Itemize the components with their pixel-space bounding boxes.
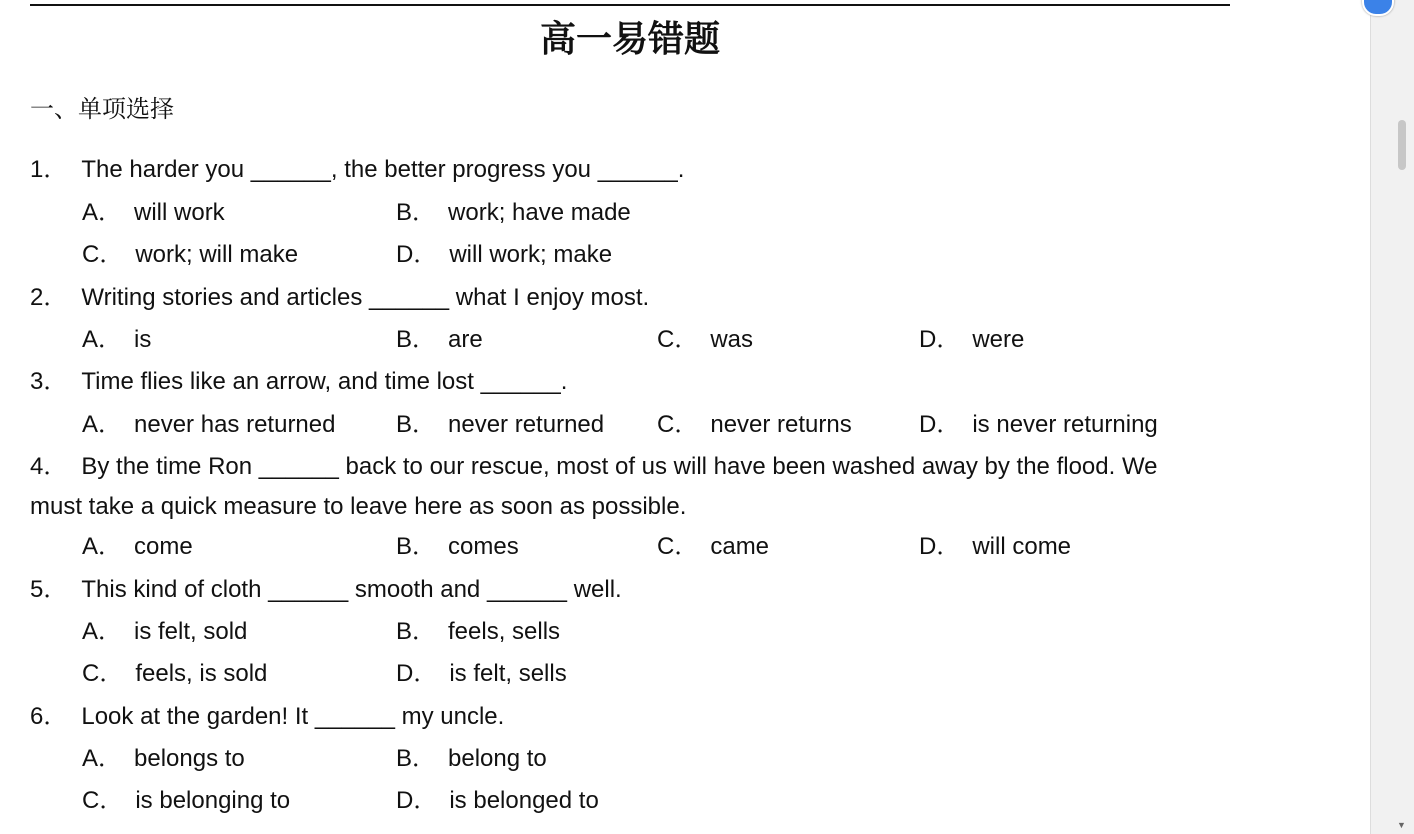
question-text: Writing stories and articles ______ what I enjoy most. xyxy=(81,284,650,311)
option-text: comes xyxy=(448,533,519,560)
option-b[interactable] xyxy=(396,323,483,357)
option-b[interactable] xyxy=(396,615,560,649)
option-letter: B． xyxy=(396,533,437,560)
option-b[interactable] xyxy=(396,742,547,776)
scrollbar-thumb[interactable] xyxy=(1398,120,1406,170)
option-text: work; have made xyxy=(448,199,631,226)
question-4 xyxy=(30,450,1158,484)
option-text: was xyxy=(710,326,754,353)
option-letter: A． xyxy=(82,618,123,645)
option-text: came xyxy=(710,533,770,560)
option-a[interactable] xyxy=(82,530,193,564)
question-text: The harder you ______, the better progress you ______. xyxy=(81,156,685,183)
option-text: feels, sells xyxy=(448,618,561,645)
question-number: 5． xyxy=(30,576,68,603)
header-rule xyxy=(30,4,1230,6)
option-d[interactable] xyxy=(919,323,1024,357)
option-text: will work; make xyxy=(449,241,613,268)
option-text: work; will make xyxy=(135,241,299,268)
question-number: 4． xyxy=(30,453,68,480)
option-letter: C． xyxy=(82,241,124,268)
question-2 xyxy=(30,281,649,315)
option-text: feels, is sold xyxy=(135,660,268,687)
option-letter: B． xyxy=(396,326,437,353)
option-a[interactable] xyxy=(82,196,225,230)
option-d[interactable] xyxy=(396,784,599,818)
option-letter: A． xyxy=(82,411,123,438)
question-text: Look at the garden! It ______ my uncle. xyxy=(81,703,505,730)
question-3 xyxy=(30,365,567,399)
question-number: 1． xyxy=(30,156,68,183)
option-letter: C． xyxy=(657,533,699,560)
section-heading: 一、单项选择 xyxy=(30,95,174,123)
option-letter: B． xyxy=(396,411,437,438)
option-letter: C． xyxy=(82,660,124,687)
option-text: never returns xyxy=(710,411,852,438)
option-d[interactable] xyxy=(396,657,567,691)
option-letter: C． xyxy=(657,411,699,438)
option-c[interactable] xyxy=(657,323,753,357)
option-text: never returned xyxy=(448,411,605,438)
option-letter: D． xyxy=(919,326,961,353)
question-text: Time flies like an arrow, and time lost ______. xyxy=(81,368,568,395)
option-c[interactable] xyxy=(82,657,267,691)
option-c[interactable] xyxy=(657,530,769,564)
option-text: are xyxy=(448,326,483,353)
option-text: were xyxy=(972,326,1025,353)
option-letter: C． xyxy=(657,326,699,353)
option-letter: D． xyxy=(396,787,438,814)
question-4-continued: must take a quick measure to leave here as soon as possible. xyxy=(30,493,687,520)
option-letter: B． xyxy=(396,199,437,226)
option-text: belong to xyxy=(448,745,547,772)
option-letter: A． xyxy=(82,326,123,353)
question-number: 2． xyxy=(30,284,68,311)
option-c[interactable] xyxy=(82,238,298,272)
option-text: is felt, sells xyxy=(449,660,567,687)
option-a[interactable] xyxy=(82,408,335,442)
option-d[interactable] xyxy=(919,408,1158,442)
option-a[interactable] xyxy=(82,615,247,649)
question-text: This kind of cloth ______ smooth and ______ well. xyxy=(81,576,622,603)
question-1 xyxy=(30,153,684,187)
option-letter: D． xyxy=(919,411,961,438)
option-letter: D． xyxy=(396,241,438,268)
option-text: will work xyxy=(134,199,225,226)
option-text: is xyxy=(134,326,152,353)
option-text: is felt, sold xyxy=(134,618,248,645)
question-number: 3． xyxy=(30,368,68,395)
option-letter: C． xyxy=(82,787,124,814)
option-d[interactable] xyxy=(919,530,1071,564)
option-b[interactable] xyxy=(396,196,631,230)
option-text: is belonged to xyxy=(449,787,599,814)
option-b[interactable] xyxy=(396,530,519,564)
option-letter: A． xyxy=(82,745,123,772)
vertical-scrollbar[interactable] xyxy=(1370,0,1414,834)
option-text: belongs to xyxy=(134,745,245,772)
option-text: is never returning xyxy=(972,411,1158,438)
option-c[interactable] xyxy=(82,784,290,818)
question-number: 6． xyxy=(30,703,68,730)
option-letter: B． xyxy=(396,745,437,772)
option-letter: D． xyxy=(919,533,961,560)
option-letter: A． xyxy=(82,199,123,226)
option-letter: A． xyxy=(82,533,123,560)
option-text: will come xyxy=(972,533,1072,560)
option-letter: D． xyxy=(396,660,438,687)
option-text: is belonging to xyxy=(135,787,291,814)
option-a[interactable] xyxy=(82,742,245,776)
document-title: 高一易错题 xyxy=(539,19,720,60)
option-a[interactable] xyxy=(82,323,151,357)
question-5 xyxy=(30,573,622,607)
question-text: By the time Ron ______ back to our rescue, most of us will have been washed away by the flood. We xyxy=(81,453,1158,480)
question-6 xyxy=(30,700,504,734)
option-text: never has returned xyxy=(134,411,336,438)
option-text: come xyxy=(134,533,193,560)
option-b[interactable] xyxy=(396,408,604,442)
option-letter: B． xyxy=(396,618,437,645)
option-d[interactable] xyxy=(396,238,612,272)
option-c[interactable] xyxy=(657,408,852,442)
scroll-down-arrow-icon[interactable]: ▼ xyxy=(1397,820,1406,830)
